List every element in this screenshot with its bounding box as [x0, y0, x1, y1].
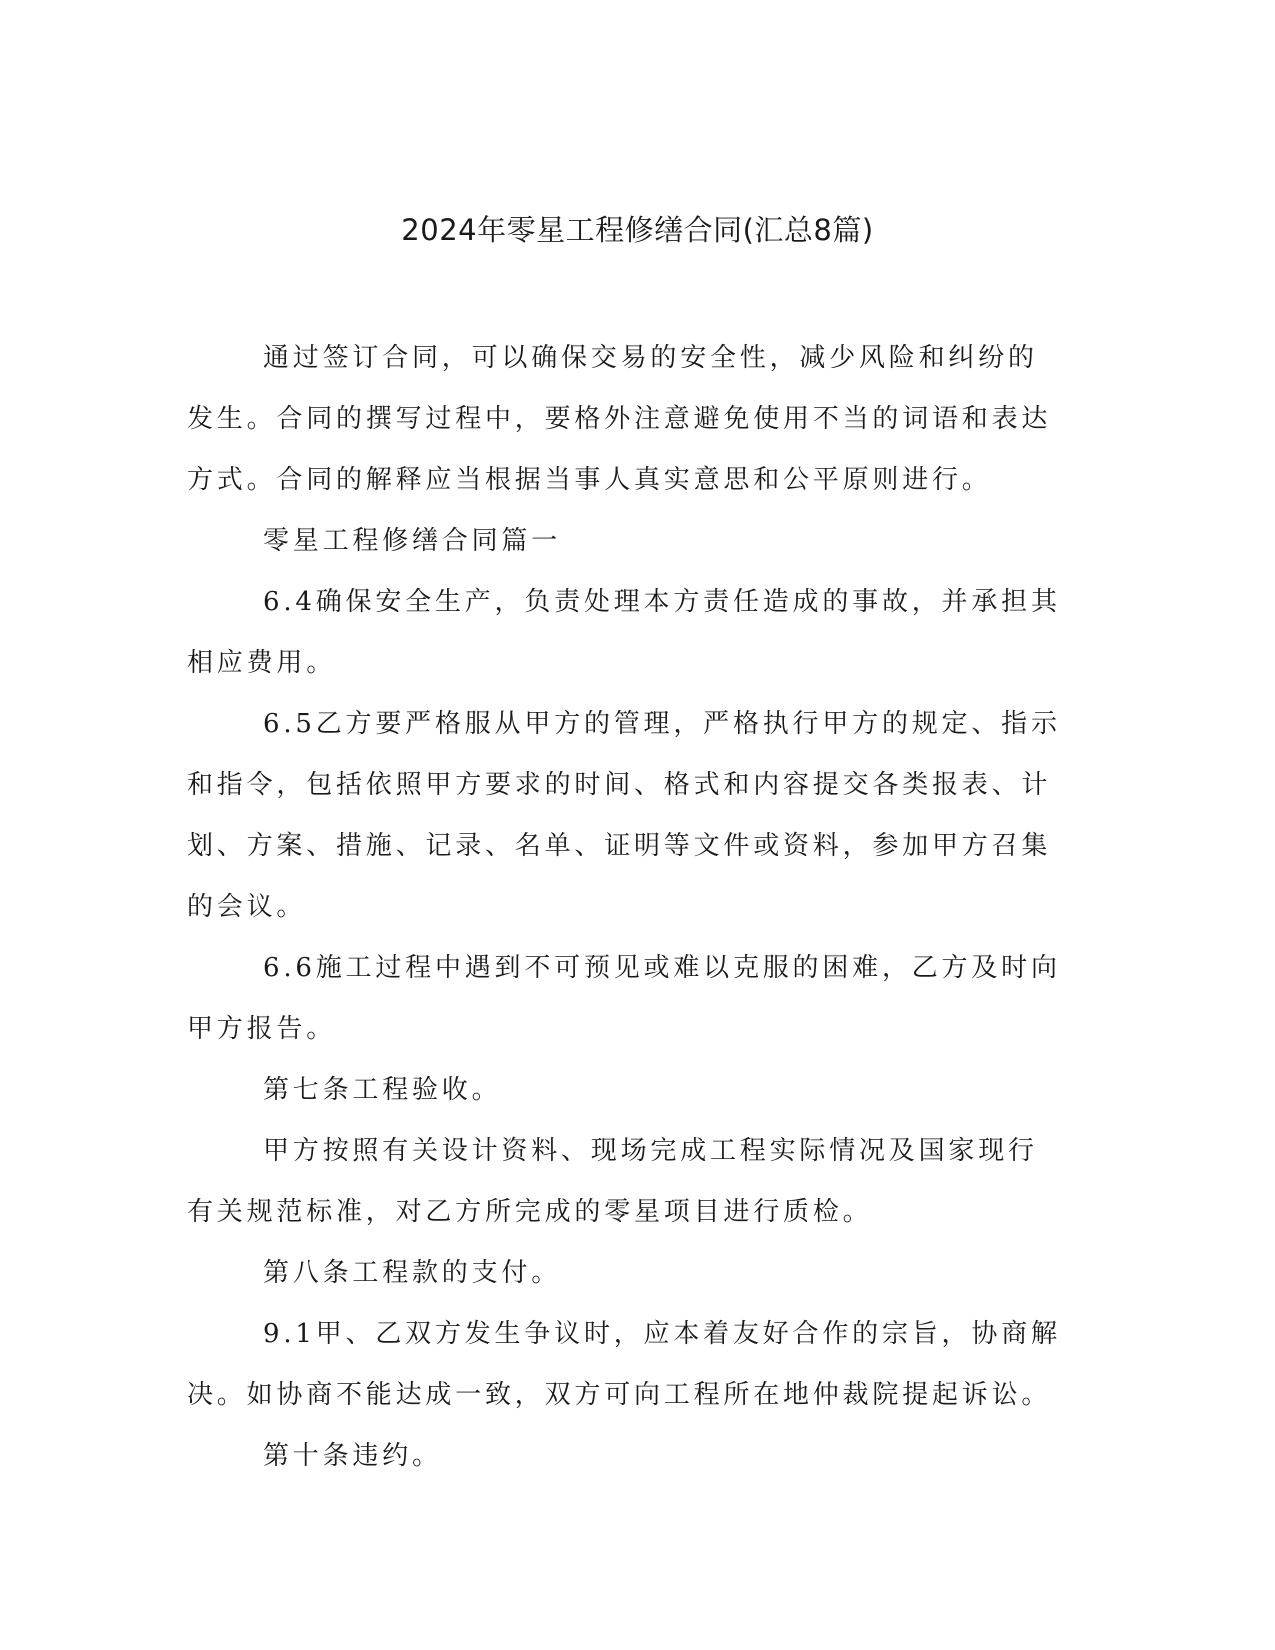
paragraph-section-heading: 零星工程修缮合同篇一 — [263, 526, 562, 556]
document-body — [187, 328, 1067, 1487]
paragraph-acceptance: 甲方按照有关设计资料、现场完成工程实际情况及国家现行有关规范标准，对乙方所完成的零星项目进行质检。 — [187, 1136, 1038, 1227]
document-title: 2024年零星工程修缮合同(汇总8篇) — [401, 213, 874, 247]
paragraph-clause-6-5: 6.5乙方要严格服从甲方的管理，严格执行甲方的规定、指示和指令，包括依照甲方要求的时间、格式和内容提交各类报表、计划、方案、措施、记录、名单、证明等文件或资料，参加甲方召集的会议。 — [187, 709, 1061, 922]
paragraph-clause-9-1: 9.1甲、乙双方发生争议时，应本着友好合作的宗旨，协商解决。如协商不能达成一致，双方可向工程所在地仲裁院提起诉讼。 — [187, 1319, 1061, 1410]
paragraph-clause-6-4: 6.4确保安全生产，负责处理本方责任造成的事故，并承担其相应费用。 — [187, 587, 1061, 678]
paragraph-clause-6-6: 6.6施工过程中遇到不可预见或难以克服的困难，乙方及时向甲方报告。 — [187, 953, 1061, 1044]
paragraph-article-10: 第十条违约。 — [263, 1441, 442, 1471]
paragraph-article-7: 第七条工程验收。 — [263, 1075, 502, 1105]
paragraph-intro: 通过签订合同，可以确保交易的安全性，减少风险和纠纷的发生。合同的撰写过程中，要格外注意避免使用不当的词语和表达方式。合同的解释应当根据当事人真实意思和公平原则进行。 — [187, 343, 1052, 495]
paragraph-article-8: 第八条工程款的支付。 — [263, 1258, 562, 1288]
